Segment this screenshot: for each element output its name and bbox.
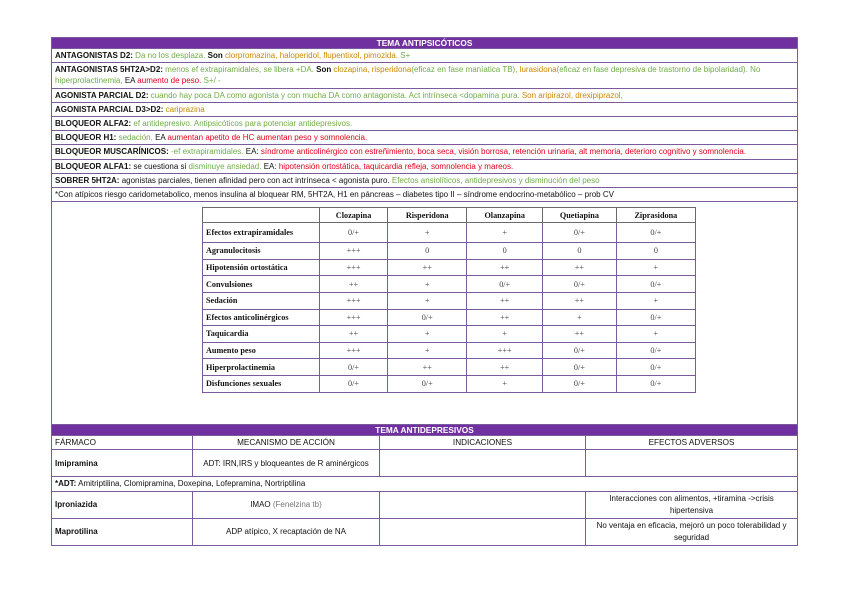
column-header: [203, 208, 320, 223]
list-item: BLOQUEOR H1: sedación, EA aumentan apetito de HC aumentan peso y somnolencia.: [52, 131, 798, 145]
list-item: SOBRER 5HT2A: agonistas parciales, tienen afinidad pero con act intrínseca < agonista puro. Efectos ansiolíticos, antidepresivos y disminución del peso: [52, 173, 798, 187]
table-row: Convulsiones ++ + 0/+ 0/+ 0/+: [203, 276, 696, 293]
column-header: Ziprasidona: [616, 208, 695, 223]
column-header: FÁRMACO: [52, 436, 193, 450]
side-effects-table: [202, 207, 696, 392]
table-row: Disfunciones sexuales 0/+ 0/+ + 0/+ 0/+: [203, 375, 696, 392]
list-item: AGONISTA PARCIAL D3>D2: cariprazina: [52, 102, 798, 116]
table-row: Taquicardia ++ + + ++ +: [203, 326, 696, 343]
list-item: *Con atípicos riesgo caridometabolico, menos insulina al bloquear RM, 5HT2A, H1 en páncreas – diabetes tipo II – síndrome endocrino-metabólico – prob CV: [52, 188, 798, 202]
column-header: Olanzapina: [467, 208, 543, 223]
table-row: *ADT: Amitriptilina, Clomipramina, Doxepina, Lofepramina, Nortriptilina: [52, 477, 798, 491]
list-item: ANTAGONISTAS D2: Da no los desplaza. Son clorpromazina, haloperidol, flupentixol, pimozida. S+: [52, 49, 798, 63]
column-header: INDICACIONES: [380, 436, 586, 450]
table-row: Imipramina ADT: IRN,IRS y bloqueantes de R aminérgicos: [52, 450, 798, 477]
column-header-row: [52, 436, 798, 450]
table-row: Aumento peso +++ + +++ 0/+ 0/+: [203, 342, 696, 359]
section-header-antipsicoticos: TEMA ANTIPSICÓTICOS: [52, 38, 798, 49]
list-item: ANTAGONISTAS 5HT2A>D2: menos ef extrapiramidales, se libera +DA. Son clozapina, risperidona(eficaz en fase maníatica TB), lurasidona(eficaz en fase depresiva de trastorno de bipolaridad). No hiperprolactinemia, EA aumento de peso. S+/ -: [52, 63, 798, 88]
table-row: Agranulocitosis +++ 0 0 0 0: [203, 243, 696, 260]
list-item: AGONISTA PARCIAL D2: cuando hay poca DA como agonista y con mucha DA como antagonista. Act intrínseca <dopamina pura. Son aripirazol, drexipiprazol,: [52, 88, 798, 102]
table-row: Maprotilina ADP atípico, X recaptación de NA No ventaja en eficacia, mejoró un poco tolerabilidad y seguridad: [52, 518, 798, 545]
list-item: BLOQUEOR ALFA1: se cuestiona si disminuye ansiedad. EA: hipotensión ortostática, taquicardia refleja, somnolencia y mareos.: [52, 159, 798, 173]
column-header: EFECTOS ADVERSOS: [586, 436, 798, 450]
table-row: Hiperprolactinemia 0/+ ++ ++ 0/+ 0/+: [203, 359, 696, 376]
section-header-antidepresivos: TEMA ANTIDEPRESIVOS: [52, 425, 798, 436]
table-row: Sedación +++ + ++ ++ +: [203, 293, 696, 310]
column-header: Quetiapina: [543, 208, 617, 223]
list-item: BLOQUEOR ALFA2: ef antidepresivo. Antipsicóticos para potenciar antidepresivos.: [52, 117, 798, 131]
table-row: Iproniazida IMAO (Fenelzina tb) Interacciones con alimentos, +tiramina ->crisis hipertensiva: [52, 491, 798, 518]
table-row: Hipotensión ortostática +++ ++ ++ ++ +: [203, 259, 696, 276]
table-row: Efectos anticolinérgicos +++ 0/+ ++ + 0/+: [203, 309, 696, 326]
notes-table: [51, 37, 798, 546]
table-row: Efectos extrapiramidales 0/+ + + 0/+ 0/+: [203, 223, 696, 243]
column-header: Risperidona: [388, 208, 467, 223]
column-header: MECANISMO DE ACCIÓN: [193, 436, 380, 450]
document-page: [51, 37, 797, 546]
column-header: Clozapina: [320, 208, 388, 223]
list-item: BLOQUEOR MUSCARÍNICOS: -ef extrapiramidales. EA: síndrome anticolinérgico con estreñimiento, boca seca, visión borrosa, retención urinaria, alt memoria, deterioro cognitivo y somnolencia.: [52, 145, 798, 159]
